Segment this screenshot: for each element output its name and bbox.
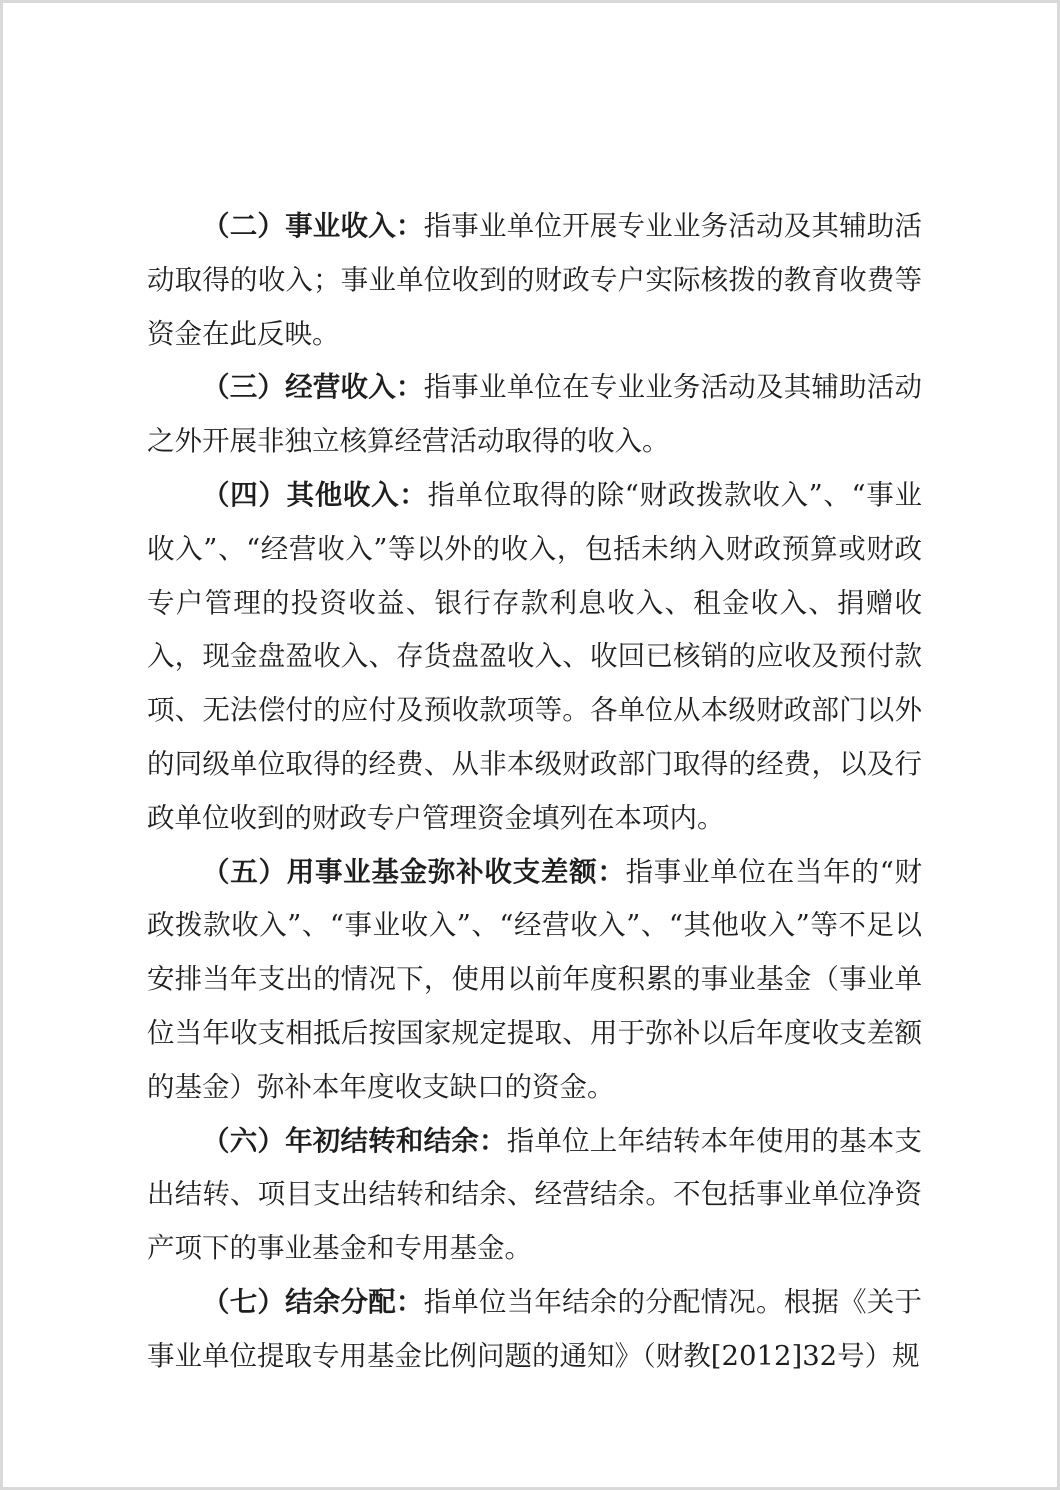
paragraph-text: 指事业单位在专业业务活动及其辅助活动之外开展非独立核算经营活动取得的收入。 <box>147 371 923 458</box>
document-body <box>147 200 922 1384</box>
term-heading: （三）经营收入： <box>202 371 424 404</box>
term-heading: （七）结余分配： <box>202 1285 424 1318</box>
paragraph-text: 指事业单位开展专业业务活动及其辅助活动取得的收入；事业单位收到的财政专户实际核拨的教育收费等资金在此反映。 <box>147 210 923 350</box>
term-heading: （六）年初结转和结余： <box>202 1124 507 1157</box>
term-heading: （五）用事业基金弥补收支差额： <box>202 855 626 888</box>
paragraph-text: 指单位当年结余的分配情况。根据《关于事业单位提取专用基金比例问题的通知》（财教[2012]32号）规 <box>147 1285 923 1372</box>
paragraph-other-income <box>147 469 922 846</box>
paragraph-text: 指单位上年结转本年使用的基本支出结转、项目支出结转和结余、经营结余。不包括事业单位净资产项下的事业基金和专用基金。 <box>147 1124 923 1265</box>
term-heading: （四）其他收入： <box>202 478 428 511</box>
paragraph-surplus-distribution <box>147 1276 922 1384</box>
paragraph-carryover-balance <box>147 1115 922 1276</box>
paragraph-text: 指事业单位在当年的“财政拨款收入”、“事业收入”、“经营收入”、“其他收入”等不足以安排当年支出的情况下，使用以前年度积累的事业基金（事业单位当年收支相抵后按国家规定提取、用于弥补以后年度收支差额的基金）弥补本年度收支缺口的资金。 <box>147 855 922 1103</box>
paragraph-operating-income <box>147 361 922 469</box>
paragraph-fund-offset <box>147 846 922 1115</box>
paragraph-business-income <box>147 200 922 361</box>
paragraph-text: 指单位取得的除“财政拨款收入”、“事业收入”、“经营收入”等以外的收入，包括未纳入财政预算或财政专户管理的投资收益、银行存款利息收入、租金收入、捐赠收入，现金盘盈收入、存货盘盈收入、收回已核销的应收及预付款项、无法偿付的应付及预收款项等。各单位从本级财政部门以外的同级单位取得的经费、从非本级财政部门取得的经费，以及行政单位收到的财政专户管理资金填列在本项内。 <box>147 478 922 834</box>
term-heading: （二）事业收入： <box>202 210 424 242</box>
